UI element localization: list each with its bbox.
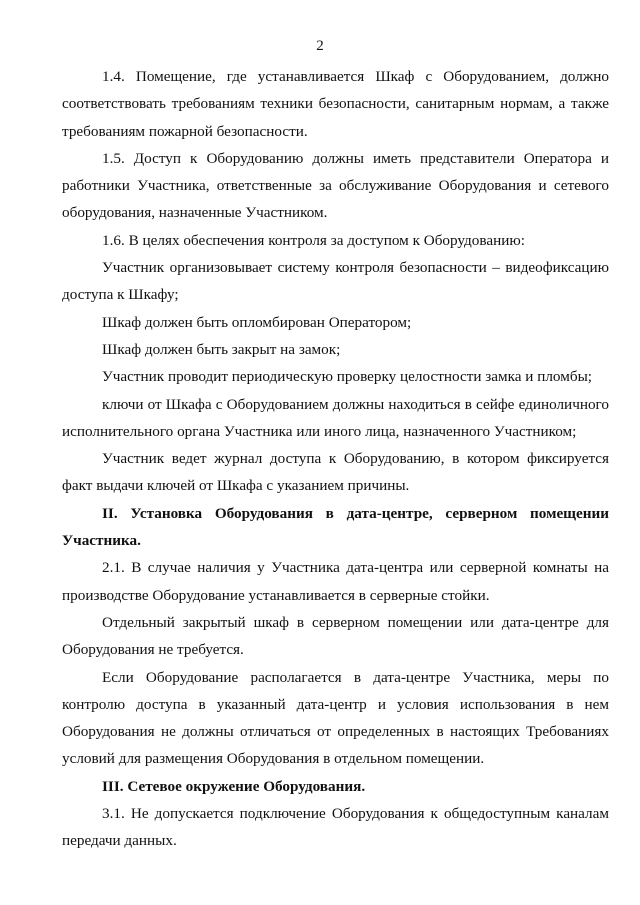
paragraph-data-center-access: Если Оборудование располагается в дата-центре Участника, меры по контролю доступа в указанный дата-центр и условия использования в нем Оборудования не должны отличаться от определенных в настоящих Требованиях условий для размещения Оборудования в отдельном помещении. <box>62 668 609 768</box>
page-number: 2 <box>316 38 324 54</box>
paragraph-1-6: 1.6. В целях обеспечения контроля за доступом к Оборудованию: <box>102 231 525 249</box>
list-item-sealed: Шкаф должен быть опломбирован Оператором; <box>102 313 412 331</box>
list-item-access-log: Участник ведет журнал доступа к Оборудованию, в котором фиксируется факт выдачи ключей от Шкафа с указанием причины. <box>62 450 609 495</box>
section-heading-iii: III. Сетевое окружение Оборудования. <box>102 777 366 795</box>
paragraph-2-1: 2.1. В случае наличия у Участника дата-центра или серверной комнаты на производстве Оборудование устанавливается в серверные стойки. <box>62 559 609 604</box>
paragraph-1-4: 1.4. Помещение, где устанавливается Шкаф с Оборудованием, должно соответствовать требованиям техники безопасности, санитарным нормам, а также требованиям пожарной безопасности. <box>62 68 609 140</box>
list-item-locked: Шкаф должен быть закрыт на замок; <box>102 340 341 358</box>
paragraph-1-5: 1.5. Доступ к Оборудованию должны иметь представители Оператора и работники Участника, ответственные за обслуживание Оборудования и сетевого оборудования, назначенные Участником. <box>62 149 609 222</box>
paragraph-3-1: 3.1. Не допускается подключение Оборудования к общедоступным каналам передачи данных. <box>62 805 609 850</box>
section-heading-ii: II. Установка Оборудования в дата-центре, серверном помещении Участника. <box>62 504 609 550</box>
document-body <box>62 63 609 855</box>
list-item-keys-safe: ключи от Шкафа с Оборудованием должны находиться в сейфе единоличного исполнительного органа Участника или иного лица, назначенного Участником; <box>62 395 609 440</box>
list-item-video-surveillance: Участник организовывает систему контроля безопасности – видеофиксацию доступа к Шкафу; <box>62 259 609 304</box>
list-item-periodic-check: Участник проводит периодическую проверку целостности замка и пломбы; <box>102 368 592 386</box>
paragraph-separate-cabinet: Отдельный закрытый шкаф в серверном помещении или дата-центре для Оборудования не требуется. <box>62 613 609 659</box>
